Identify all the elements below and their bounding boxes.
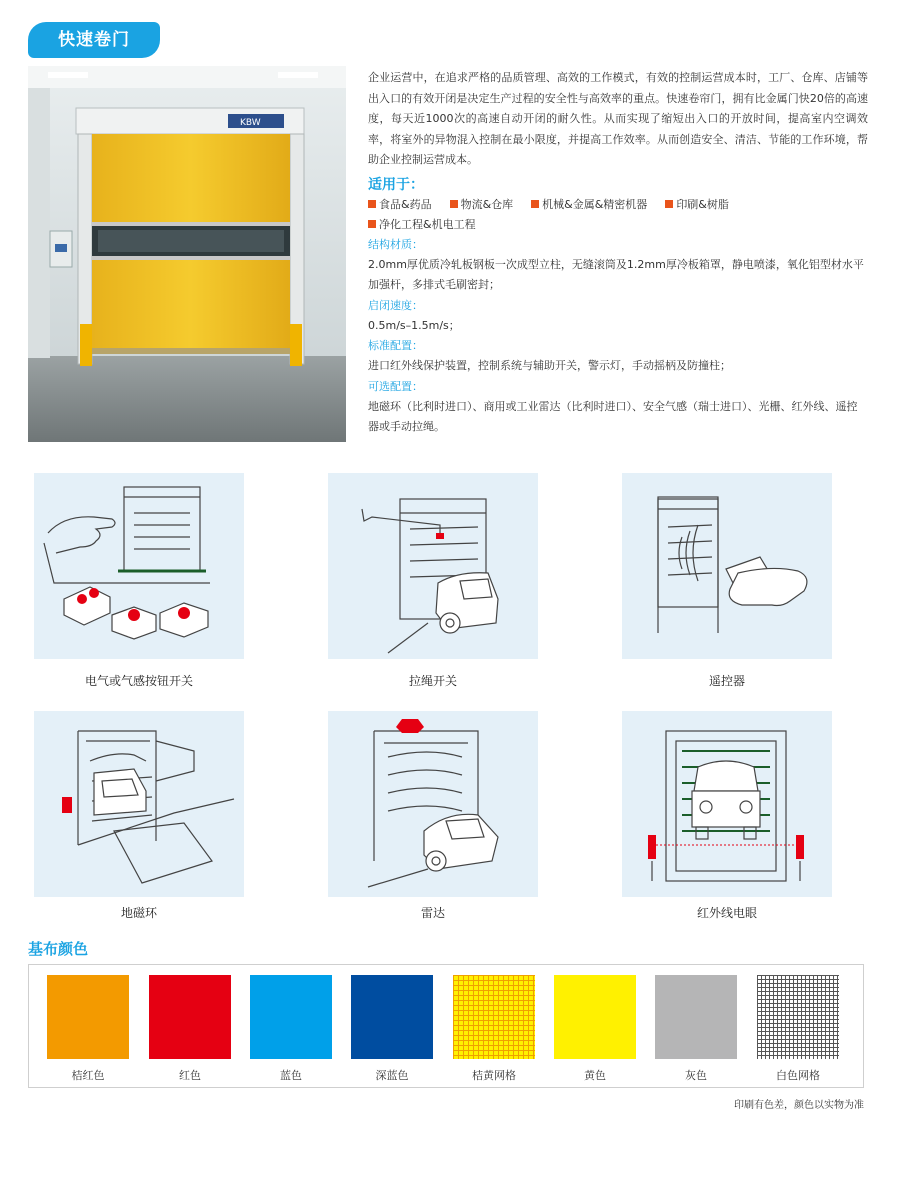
color-swatch bbox=[351, 975, 433, 1059]
diagram-caption: 电气或气感按钮开关 bbox=[84, 674, 193, 688]
spec-label-material: 结构材质： bbox=[368, 237, 423, 251]
color-swatch-label: 灰色 bbox=[685, 1069, 707, 1082]
color-swatch-label: 白色网格 bbox=[776, 1069, 820, 1082]
application-item: 机械&金属&精密机器 bbox=[531, 195, 647, 215]
application-item: 食品&药品 bbox=[368, 195, 432, 215]
color-swatch-label: 桔红色 bbox=[71, 1069, 105, 1082]
remote-control-icon bbox=[622, 473, 832, 659]
color-swatch-label: 蓝色 bbox=[280, 1069, 302, 1082]
door-logo-text: KBW bbox=[240, 118, 261, 128]
radar-icon bbox=[328, 711, 538, 897]
color-swatch bbox=[47, 975, 129, 1059]
product-photo bbox=[28, 66, 346, 442]
diagram-remote-control bbox=[622, 473, 832, 659]
diagram-push-button bbox=[34, 473, 244, 659]
diagram-caption: 雷达 bbox=[420, 906, 445, 920]
spec-text-speed: 0.5m/s–1.5m/s； bbox=[368, 318, 460, 332]
spec-text-material: 2.0mm厚优质冷轧板钢板一次成型立柱，无缝滚筒及1.2mm厚冷板箱罩，静电喷漆，氧化铝型材水平加强杆，多排式毛刷密封； bbox=[368, 257, 864, 291]
color-swatch bbox=[655, 975, 737, 1059]
diagram-pull-cord bbox=[328, 473, 538, 659]
square-bullet-icon bbox=[368, 200, 376, 208]
color-swatch-label: 红色 bbox=[179, 1069, 201, 1082]
application-item: 物流&仓库 bbox=[450, 195, 514, 215]
square-bullet-icon bbox=[368, 220, 376, 228]
color-swatch-label: 黄色 bbox=[584, 1069, 606, 1082]
spec-text-standard: 进口红外线保护装置，控制系统与辅助开关，警示灯，手动摇柄及防撞柱； bbox=[368, 359, 731, 372]
ground-loop-icon bbox=[34, 711, 244, 897]
colors-title: 基布颜色 bbox=[28, 940, 89, 958]
spec-label-speed: 启闭速度： bbox=[368, 298, 423, 312]
color-swatch-panel bbox=[28, 964, 864, 1088]
diagram-ground-loop bbox=[34, 711, 244, 897]
square-bullet-icon bbox=[665, 200, 673, 208]
diagram-caption: 遥控器 bbox=[708, 674, 745, 688]
diagram-infrared bbox=[622, 711, 832, 897]
spec-text-optional: 地磁环（比利时进口）、商用或工业雷达（比利时进口）、安全气感（瑞士进口）、光栅、红外线、遥控器或手动拉绳。 bbox=[368, 399, 858, 433]
diagram-caption: 红外线电眼 bbox=[696, 906, 757, 920]
applications-title: 适用于： bbox=[368, 176, 424, 193]
door-photo-illustration bbox=[28, 66, 346, 442]
intro-paragraph: 企业运营中，在追求严格的品质管理、高效的工作模式，有效的控制运营成本时，工厂、仓库、店铺等出入口的有效开闭是决定生产过程的安全性与高效率的重点。快速卷帘门，拥有比金属门快20倍的高速度，每天近1000次的高速自动开闭的耐久性。从而实现了缩短出入口的开放时间，提高室内空调效率，将室外的异物混入控制在最小限度，并提高工作效率。从而创造安全、清洁、节能的工作环境，帮助企业控制运营成本。 bbox=[368, 71, 868, 166]
square-bullet-icon bbox=[531, 200, 539, 208]
pull-cord-icon bbox=[328, 473, 538, 659]
color-swatch bbox=[554, 975, 636, 1059]
intro-section bbox=[368, 68, 868, 438]
application-item: 净化工程&机电工程 bbox=[368, 215, 476, 235]
color-swatch-label: 深蓝色 bbox=[375, 1069, 409, 1082]
color-disclaimer: 印刷有色差，颜色以实物为准 bbox=[734, 1100, 864, 1111]
color-swatch bbox=[453, 975, 535, 1059]
application-item: 印刷&树脂 bbox=[665, 195, 729, 215]
page-title: 快速卷门 bbox=[28, 22, 160, 58]
diagram-caption: 地磁环 bbox=[120, 906, 157, 920]
applications-list bbox=[368, 195, 868, 235]
spec-label-standard: 标准配置： bbox=[368, 339, 423, 352]
push-button-icon bbox=[34, 473, 244, 659]
diagram-radar bbox=[328, 711, 538, 897]
color-swatch-label: 桔黄网格 bbox=[472, 1069, 516, 1082]
color-swatch bbox=[250, 975, 332, 1059]
square-bullet-icon bbox=[450, 200, 458, 208]
color-swatch bbox=[149, 975, 231, 1059]
infrared-eye-icon bbox=[622, 711, 832, 897]
diagram-caption: 拉绳开关 bbox=[408, 674, 457, 688]
color-swatch bbox=[757, 975, 839, 1059]
spec-label-optional: 可选配置： bbox=[368, 379, 423, 393]
